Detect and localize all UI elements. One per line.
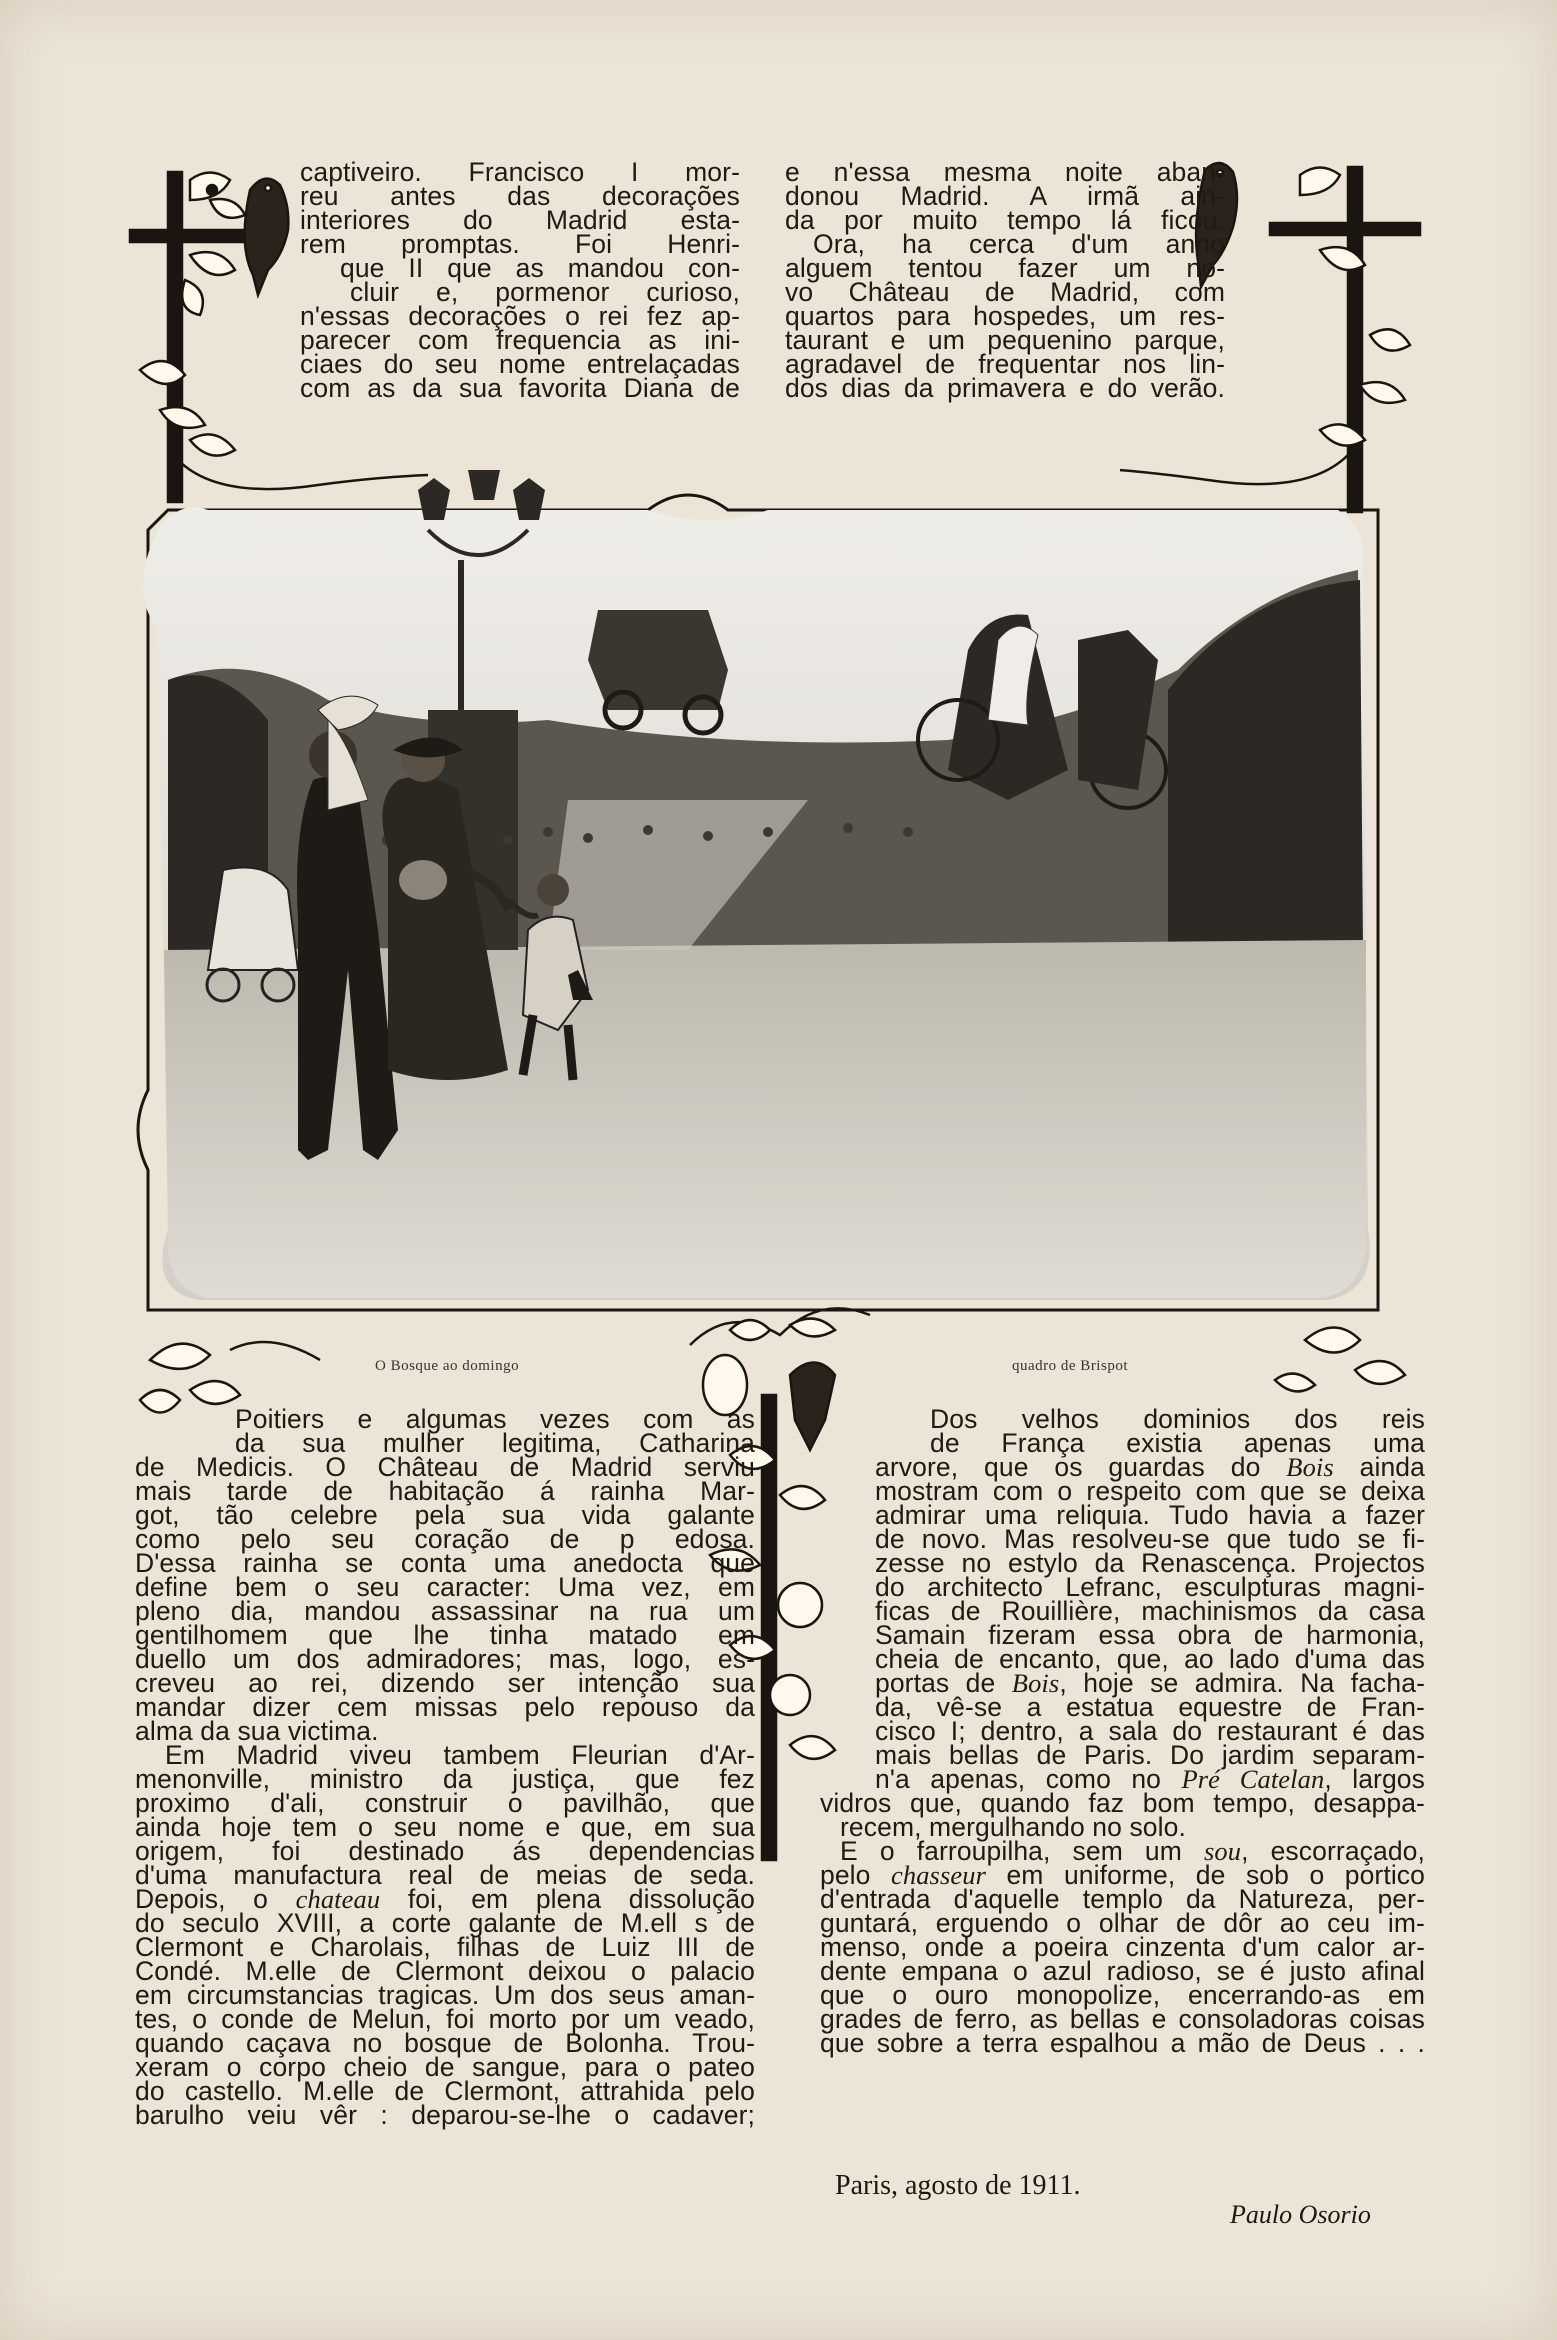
text-line: Ora, ha cerca d'um anno xyxy=(813,229,1225,259)
text-line: da sua mulher legitima, Catharina xyxy=(235,1428,755,1458)
text-line: reu antes das decorações xyxy=(300,181,740,211)
text-line: d'entrada d'aquelle templo da Natureza, per- xyxy=(820,1884,1425,1914)
text-line: Poitiers e algumas vezes com as xyxy=(235,1404,755,1434)
text-line: menso, onde a poeira cinzenta d'um calor ar- xyxy=(820,1932,1425,1962)
text-line: quando caçava no bosque de Bolonha. Trou- xyxy=(135,2028,755,2058)
photo-caption-title: O Bosque ao domingo xyxy=(375,1358,520,1374)
text-line: rem promptas. Foi Henri- xyxy=(300,229,740,259)
text-line: da por muito tempo lá ficou. xyxy=(785,205,1225,235)
text-line: alguem tentou fazer um no- xyxy=(785,253,1225,283)
text-line: duello um dos admiradores; mas, logo, es- xyxy=(135,1644,755,1674)
text-line: de novo. Mas resolveu-se que tudo se fi- xyxy=(875,1524,1425,1554)
text-line: com as da sua favorita Diana de xyxy=(300,373,740,403)
text-line: parecer com frequencia as ini- xyxy=(300,325,740,355)
text-line: admirar uma reliquia. Tudo havia a fazer xyxy=(875,1500,1425,1530)
text-line: grades de ferro, as bellas e consoladoras coisas xyxy=(820,2004,1425,2034)
text-line: portas de Bois, hoje se admira. Na facha- xyxy=(875,1668,1426,1698)
text-line: xeram o corpo cheio de sangue, para o pateo xyxy=(135,2052,755,2082)
text-line: da, vê-se a estatua equestre de Fran- xyxy=(875,1692,1425,1722)
text-line: do seculo XVIII, a corte galante de M.ell s de xyxy=(135,1908,755,1938)
text-line: mais bellas de Paris. Do jardim separam- xyxy=(875,1740,1425,1770)
author-signature: Paulo Osorio xyxy=(1230,2200,1371,2229)
text-line: do architecto Lefranc, esculpturas magni- xyxy=(875,1572,1425,1602)
text-line: dente empana o azul radioso, se é justo afinal xyxy=(820,1956,1425,1986)
text-line: que II que as mandou con- xyxy=(340,253,740,283)
text-line: que o ouro monopolize, encerrando-as em xyxy=(820,1980,1425,2010)
text-line: interiores do Madrid esta- xyxy=(300,205,740,235)
text-line: como pelo seu coração de p edosa. xyxy=(135,1524,755,1554)
text-line: Em Madrid viveu tambem Fleurian d'Ar- xyxy=(165,1740,755,1770)
text-line: mandar dizer cem missas pelo repouso da xyxy=(135,1692,755,1722)
text-line: cluir e, pormenor curioso, xyxy=(350,277,740,307)
article-column-top-right xyxy=(785,157,1225,403)
text-line: creveu ao rei, dizendo ser intenção sua xyxy=(135,1668,755,1698)
text-line: tes, o conde de Melun, foi morto por um veado, xyxy=(135,2004,755,2034)
text-line: n'essas decorações o rei fez ap- xyxy=(300,301,740,331)
text-line: got, tão celebre pela sua vida galante xyxy=(135,1500,755,1530)
text-line: mostram com o respeito com que se deixa xyxy=(875,1476,1425,1506)
text-line: Condé. M.elle de Clermont deixou o palacio xyxy=(135,1956,755,1986)
text-line: ficas de Rouillière, machinismos da casa xyxy=(875,1596,1425,1626)
text-line: e n'essa mesma noite aban- xyxy=(785,157,1225,187)
text-line: define bem o seu caracter: Uma vez, em xyxy=(135,1572,755,1602)
text-line: alma da sua victima. xyxy=(135,1716,379,1746)
text-line: Depois, o chateau foi, em plena dissolução xyxy=(135,1884,755,1914)
place-and-date: Paris, agosto de 1911. xyxy=(835,2170,1081,2201)
text-line: n'a apenas, como no Pré Catelan, largos xyxy=(875,1764,1425,1794)
text-line: taurant e um pequenino parque, xyxy=(785,325,1225,355)
text-line: origem, foi destinado ás dependencias xyxy=(135,1836,755,1866)
text-line: menonville, ministro da justiça, que fez xyxy=(135,1764,755,1794)
text-line: cheia de encanto, que, ao lado d'uma das xyxy=(875,1644,1425,1674)
text-line: Samain fizeram essa obra de harmonia, xyxy=(875,1620,1425,1650)
text-line: dos dias da primavera e do verão. xyxy=(785,373,1225,403)
text-line: proximo d'ali, construir o pavilhão, que xyxy=(135,1788,755,1818)
text-line: arvore, que os guardas do Bois ainda xyxy=(875,1452,1425,1482)
text-line: gentilhomem que lhe tinha matado em xyxy=(135,1620,755,1650)
text-line: donou Madrid. A irmã ain- xyxy=(785,181,1225,211)
text-line: D'essa rainha se conta uma anedocta que xyxy=(135,1548,755,1578)
article-column-top-left xyxy=(300,157,740,403)
text-line: de Medicis. O Château de Madrid serviu xyxy=(135,1452,755,1482)
text-line: Dos velhos dominios dos reis xyxy=(930,1404,1425,1434)
article-column-bottom-right xyxy=(820,1404,1426,2058)
text-line: barulho veiu vêr : deparou-se-lhe o cadaver; xyxy=(135,2100,755,2130)
text-line: pelo chasseur em uniforme, de sob o portico xyxy=(820,1860,1425,1890)
text-line: E o farroupilha, sem um sou, escorraçado, xyxy=(840,1836,1425,1866)
text-line: de França existia apenas uma xyxy=(930,1428,1425,1458)
text-line: Clermont e Charolais, filhas de Luiz III de xyxy=(135,1932,755,1962)
text-line: vo Château de Madrid, com xyxy=(785,277,1225,307)
text-line: zesse no estylo da Renascença. Projectos xyxy=(875,1548,1425,1578)
text-line: quartos para hospedes, um res- xyxy=(785,301,1225,331)
text-line: d'uma manufactura real de meias de seda. xyxy=(135,1860,755,1890)
text-line: agradavel de frequentar nos lin- xyxy=(785,349,1225,379)
text-line: em circumstancias tragicas. Um dos seus aman- xyxy=(135,1980,755,2010)
text-line: captiveiro. Francisco I mor- xyxy=(300,157,740,187)
article-column-bottom-left xyxy=(135,1404,755,2130)
text-line: guntará, erguendo o olhar de dôr ao ceu im- xyxy=(820,1908,1425,1938)
text-line: pleno dia, mandou assassinar na rua um xyxy=(135,1596,755,1626)
photo-the-bois-on-sunday xyxy=(128,470,1388,1332)
text-line: que sobre a terra espalhou a mão de Deus . . . xyxy=(820,2028,1425,2058)
text-line: ainda hoje tem o seu nome e que, em sua xyxy=(135,1812,755,1842)
text-line: recem, mergulhando no solo. xyxy=(840,1812,1186,1842)
text-line: vidros que, quando faz bom tempo, desappa- xyxy=(820,1788,1425,1818)
text-line: do castello. M.elle de Clermont, attrahida pelo xyxy=(135,2076,755,2106)
text-line: cisco I; dentro, a sala do restaurant é das xyxy=(875,1716,1425,1746)
text-line: ciaes do seu nome entrelaçadas xyxy=(300,349,740,379)
photo-caption-credit: quadro de Brispot xyxy=(1012,1358,1128,1374)
text-line: mais tarde de habitação á rainha Mar- xyxy=(135,1476,755,1506)
